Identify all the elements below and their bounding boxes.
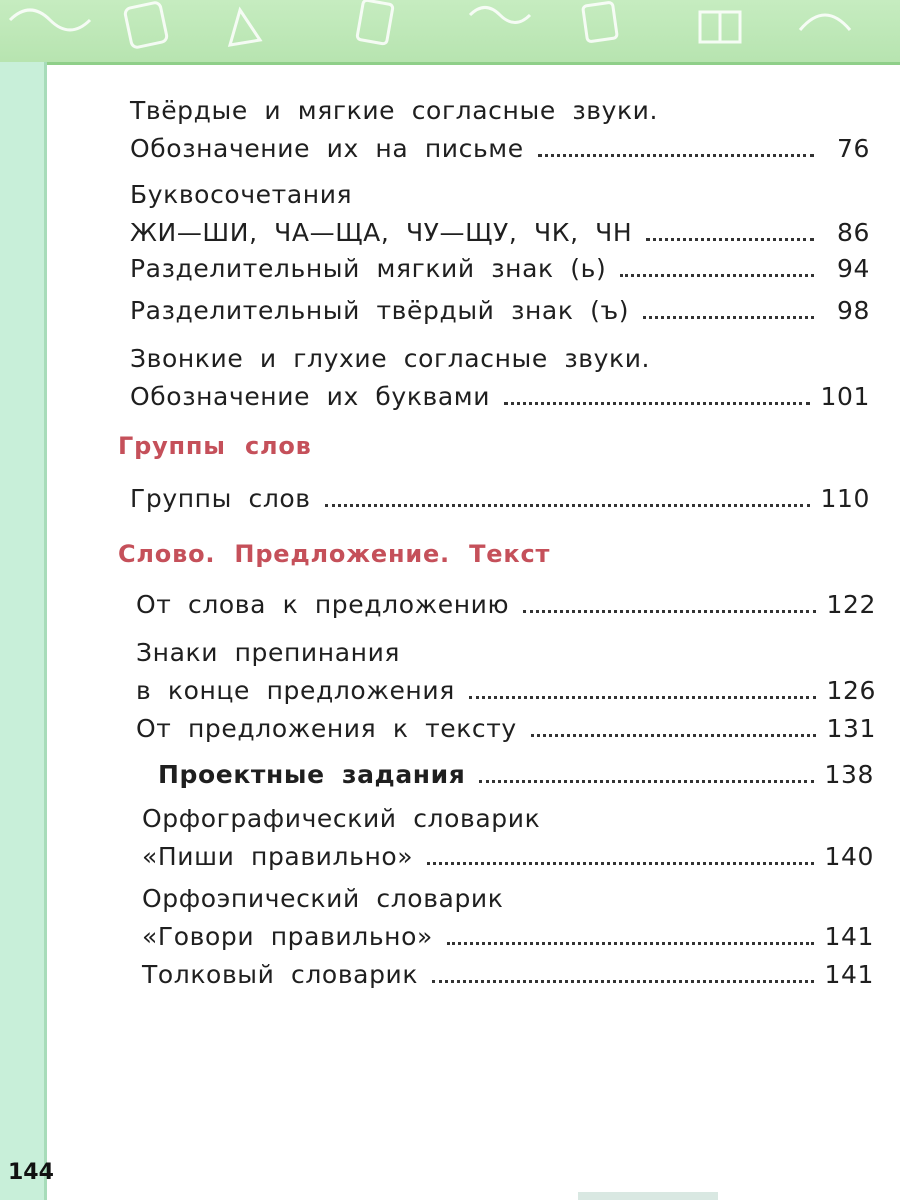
leader-dots	[643, 316, 814, 319]
toc-entry-text: От предложения к тексту	[136, 714, 517, 743]
leader-dots	[620, 274, 814, 277]
toc-entry[interactable]	[136, 634, 876, 710]
toc-entry[interactable]	[130, 250, 870, 288]
section-heading: Группы слов	[118, 432, 312, 460]
toc-entry-text: Орфоэпический словарик	[142, 884, 504, 913]
leader-dots	[646, 238, 814, 241]
leader-dots	[469, 696, 817, 699]
toc-entry-text: «Пиши правильно»	[142, 842, 414, 871]
toc-page-number: 122	[826, 590, 876, 619]
toc-entry-text: Разделительный твёрдый знак (ъ)	[130, 296, 630, 325]
toc-entry[interactable]	[130, 340, 870, 416]
toc-entry-text: Орфографический словарик	[142, 804, 541, 833]
toc-entry[interactable]	[130, 176, 870, 252]
toc-entry-text: Толковый словарик	[142, 960, 419, 989]
toc-entry-text: От слова к предложению	[136, 590, 510, 619]
toc-entry[interactable]	[142, 956, 874, 994]
toc-entry[interactable]	[136, 586, 876, 624]
section-heading: Слово. Предложение. Текст	[118, 540, 551, 568]
toc-entry[interactable]	[130, 92, 870, 168]
toc-entry-text: Твёрдые и мягкие согласные звуки.	[130, 96, 659, 125]
bottom-edge-tab	[578, 1192, 718, 1200]
toc-entry-text: Буквосочетания	[130, 180, 353, 209]
toc-page-number: 140	[824, 842, 874, 871]
toc-entry[interactable]	[142, 800, 874, 876]
leader-dots	[447, 942, 815, 945]
page-number: 144	[8, 1160, 54, 1185]
toc-page-number: 141	[824, 922, 874, 951]
toc-page-number: 110	[820, 484, 870, 513]
toc-entry-text: Звонкие и глухие согласные звуки.	[130, 344, 651, 373]
toc-page-number: 138	[824, 760, 874, 789]
toc-page-number: 98	[836, 296, 870, 325]
toc-page-number: 131	[826, 714, 876, 743]
toc-page-number: 141	[824, 960, 874, 989]
leader-dots	[432, 980, 814, 983]
toc-page-number: 101	[820, 382, 870, 411]
toc-entry[interactable]	[142, 880, 874, 956]
toc-entry-text: в конце предложения	[136, 676, 455, 705]
toc-entry[interactable]	[130, 480, 870, 518]
toc-entry-text: Группы слов	[130, 484, 311, 513]
toc-entry-text: ЖИ—ШИ, ЧА—ЩА, ЧУ—ЩУ, ЧК, ЧН	[130, 218, 633, 247]
leader-dots	[531, 734, 817, 737]
toc-entry-text: Знаки препинания	[136, 638, 401, 667]
leader-dots	[427, 862, 814, 865]
toc-entry-text: Обозначение их буквами	[130, 382, 491, 411]
leader-dots	[479, 780, 814, 783]
toc-entry[interactable]	[136, 710, 876, 748]
leader-dots	[325, 504, 811, 507]
toc-page-number: 76	[836, 134, 870, 163]
toc-entry-text: Разделительный мягкий знак (ь)	[130, 254, 607, 283]
toc-page-number: 86	[836, 218, 870, 247]
toc-entry-text: Проектные задания	[158, 760, 466, 789]
toc-page-number: 94	[836, 254, 870, 283]
leader-dots	[504, 402, 810, 405]
leader-dots	[538, 154, 814, 157]
toc-entry-text: Обозначение их на письме	[130, 134, 524, 163]
leader-dots	[523, 610, 816, 613]
toc-entry[interactable]	[130, 292, 870, 330]
toc-entry-text: «Говори правильно»	[142, 922, 433, 951]
toc-page-number: 126	[826, 676, 876, 705]
toc-entry-project[interactable]	[158, 756, 874, 794]
